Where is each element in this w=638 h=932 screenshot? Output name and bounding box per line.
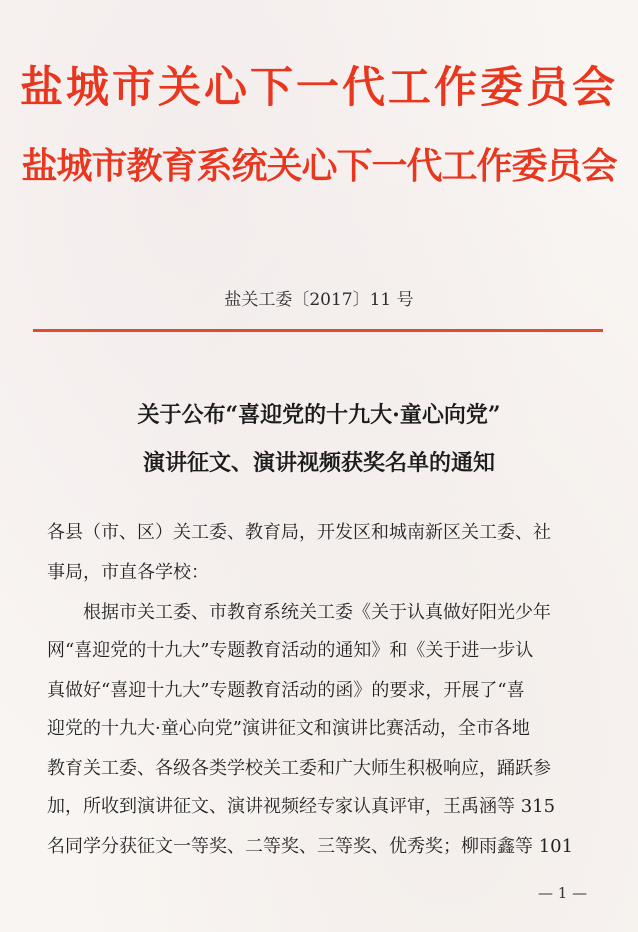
body-line: 根据市关工委、市教育系统关工委《关于认真做好阳光少年: [47, 602, 551, 623]
body-line: 事局，市直各学校：: [47, 562, 209, 583]
letterhead-org-line1: 盐城市关心下一代工作委员会: [20, 63, 618, 113]
document-title-line2: 演讲征文、演讲视频获奖名单的通知: [142, 450, 495, 476]
body-line: 网“喜迎党的十九大”专题教育活动的通知》和《关于进一步认: [47, 640, 534, 661]
body-line: 真做好“喜迎十九大”专题教育活动的函》的要求，开展了“喜: [47, 680, 525, 701]
page-number: — 1 —: [538, 884, 588, 902]
body-line: 名同学分获征文一等奖、二等奖、三等奖、优秀奖；柳雨鑫等 101: [47, 836, 574, 857]
body-line: 各县（市、区）关工委、教育局，开发区和城南新区关工委、社: [47, 522, 551, 543]
letterhead-org-line2: 盐城市教育系统关心下一代工作委员会: [21, 145, 617, 187]
letterhead-divider: [33, 329, 603, 332]
document-number: 盐关工委〔2017〕11 号: [224, 290, 414, 310]
body-line: 迎党的十九大·童心向党”演讲征文和演讲比赛活动，全市各地: [47, 718, 530, 739]
body-line: 加，所收到演讲征文、演讲视频经专家认真评审，王禹涵等 315: [47, 796, 556, 817]
document-title-line1: 关于公布“喜迎党的十九大·童心向党”: [137, 402, 501, 428]
body-line: 教育关工委、各级各类学校关工委和广大师生积极响应，踊跃参: [47, 758, 551, 779]
